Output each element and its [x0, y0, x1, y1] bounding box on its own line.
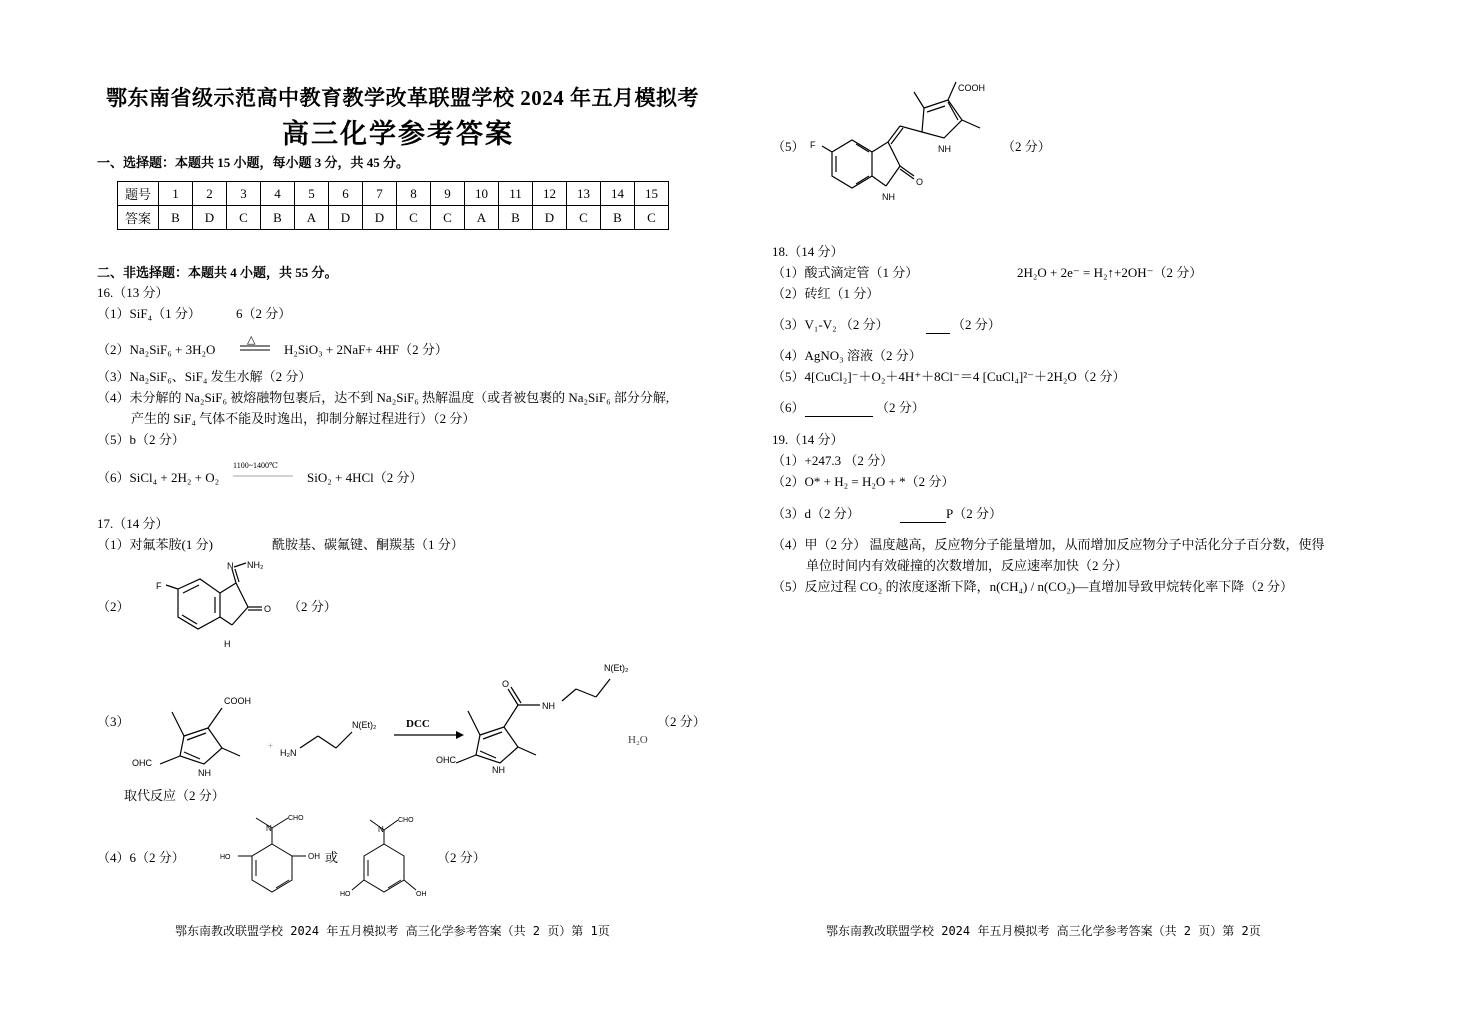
- isomer2-ho: HO: [340, 891, 351, 898]
- answer-cell: B: [159, 206, 193, 230]
- q16-answer-1: （1）SiF₄（1 分）: [97, 306, 201, 321]
- q18-answer-3: （3）V₁-V₂ （2 分）: [772, 317, 889, 332]
- q17-reaction-type: 取代反应（2 分）: [124, 788, 225, 803]
- cho-group: OHC: [132, 758, 152, 768]
- q16-answer-2-right: H₂SiO₃ + 2NaF+ 4HF（2 分）: [284, 342, 448, 357]
- q18-title: 18.（14 分）: [772, 244, 844, 259]
- isomer-structure-1: [218, 810, 338, 905]
- question-number: 1: [159, 182, 193, 206]
- q19-formula-blank: [900, 513, 946, 531]
- answer-cell: D: [193, 206, 227, 230]
- question-number: 8: [397, 182, 431, 206]
- product-cho: OHC: [436, 755, 456, 765]
- isomer2-oh: OH: [416, 891, 427, 898]
- q17-answer-1: （1）对氟苯胺(1 分): [97, 537, 213, 552]
- amide-oxygen: O: [502, 679, 510, 689]
- q17-answer-2-score: （2 分）: [288, 599, 337, 614]
- q19-answer-3b: P（2 分）: [946, 506, 1002, 521]
- isomer1-n: N: [266, 824, 272, 833]
- final-cooh: COOH: [958, 83, 985, 93]
- q17-answer-5-score: （2 分）: [1002, 139, 1051, 154]
- q16-answer-1b: 6（2 分）: [236, 306, 292, 321]
- isomer1-cho: CHO: [288, 815, 304, 822]
- q17-answer-3-label: （3）: [97, 714, 130, 729]
- q19-title: 19.（14 分）: [772, 432, 844, 447]
- q18-answer-4: （4）AgNO₃ 溶液（2 分）: [772, 348, 922, 363]
- isomer1-oh: OH: [308, 852, 320, 861]
- answer-cell: C: [227, 206, 261, 230]
- product-nh: NH: [492, 765, 505, 775]
- row-label-answer: 答案: [118, 206, 159, 230]
- diethylaminoethylamine-structure: [278, 710, 388, 760]
- final-pyrrole-nh: NH: [938, 144, 951, 154]
- q16-answer-2-left: （2）Na₂SiF₆ + 3H₂O: [97, 342, 216, 357]
- amide-product-structure: [430, 655, 650, 780]
- section2-heading: 二、非选择题：本题共 4 小题，共 55 分。: [97, 265, 338, 280]
- question-number: 9: [431, 182, 465, 206]
- amine-h2n: H₂N: [280, 748, 297, 758]
- question-number: 7: [363, 182, 397, 206]
- question-number: 15: [635, 182, 669, 206]
- equilibrium-equals-sign: [240, 345, 272, 351]
- answer-cell: C: [635, 206, 669, 230]
- q16-answer-4-line2: 产生的 SiF₄ 气体不能及时逸出，抑制分解过程进行）（2 分）: [131, 411, 476, 426]
- q17-answer-3-score: （2 分）: [657, 714, 706, 729]
- q18-answer-3b: （2 分）: [952, 317, 1001, 332]
- q17-answer-5-label: （5）: [772, 139, 805, 154]
- pyrrole-reactant-structure: [128, 688, 268, 780]
- final-indole-nh: NH: [882, 192, 895, 202]
- product-net2: N(Et)₂: [604, 663, 629, 673]
- pyrrole-nh: NH: [198, 768, 211, 778]
- fluorine-atom: F: [156, 581, 162, 591]
- row-label-question: 题号: [118, 182, 159, 206]
- question-number: 14: [601, 182, 635, 206]
- answer-cell: D: [363, 206, 397, 230]
- question-number: 6: [329, 182, 363, 206]
- oxygen-atom: O: [264, 604, 272, 614]
- isomer-or: 或: [325, 850, 339, 865]
- isomer1-ho: HO: [220, 854, 231, 861]
- answer-cell: A: [295, 206, 329, 230]
- q18-answer-6b: （2 分）: [876, 400, 925, 415]
- q16-title: 16.（13 分）: [97, 285, 169, 300]
- q17-answer-4-score: （2 分）: [437, 850, 486, 865]
- answer-cell: C: [431, 206, 465, 230]
- amine-net2: N(Et)₂: [352, 720, 377, 730]
- nh-hydrogen: H: [224, 639, 231, 649]
- q18-answer-2: （2）砖红（1 分）: [772, 286, 880, 301]
- question-number: 5: [295, 182, 329, 206]
- answer-cell: B: [261, 206, 295, 230]
- q19-answer-4-line1: （4）甲（2 分） 温度越高，反应物分子能量增加，从而增加反应物分子中活化分子百分数，使得: [772, 537, 1325, 552]
- q18-answer-5: （5）4[CuCl₂]⁻＋O₂＋4H⁺＋8Cl⁻＝4 [CuCl₄]²⁻＋2H₂O（2 分）: [772, 369, 1126, 384]
- hydrazone-nh2: NH₂: [247, 560, 264, 570]
- answer-cell: C: [567, 206, 601, 230]
- q17-answer-1b: 酰胺基、碳氟键、酮羰基（1 分）: [272, 537, 464, 552]
- answer-cell: B: [601, 206, 635, 230]
- final-oxygen: O: [916, 177, 924, 187]
- question-number-row: [118, 182, 669, 206]
- q16-answer-3: （3）Na₂SiF₆、SiF₄ 发生水解（2 分）: [97, 369, 312, 384]
- q16-answer-5: （5）b（2 分）: [97, 432, 185, 447]
- q18-answer-6: （6）: [772, 400, 805, 415]
- answer-cell: A: [465, 206, 499, 230]
- answer-cell: B: [499, 206, 533, 230]
- isomer2-n: N: [378, 825, 384, 834]
- q19-answer-5: （5）反应过程 CO₂ 的浓度逐渐下降，n(CH₄) / n(CO₂)—直增加导致甲烷转化率下降（2 分）: [772, 579, 1293, 594]
- dcc-reagent: DCC: [406, 718, 430, 730]
- final-fluorine: F: [810, 140, 816, 150]
- answer-row: [118, 206, 669, 230]
- reaction-line: [233, 475, 295, 477]
- question-number: 12: [533, 182, 567, 206]
- question-number: 13: [567, 182, 601, 206]
- q18-answer-1: （1）酸式滴定管（1 分）: [772, 265, 919, 280]
- final-product-structure: [800, 76, 1020, 216]
- hydrazone-structure: [140, 555, 280, 655]
- q18-formula-blank-short: [926, 324, 950, 342]
- answer-cell: D: [329, 206, 363, 230]
- plus-sign: +: [268, 741, 274, 751]
- answer-cell: D: [533, 206, 567, 230]
- q18-formula-blank-long: [805, 407, 873, 425]
- answer-table: [117, 181, 669, 230]
- q16-answer-4-line1: （4）未分解的 Na₂SiF₆ 被熔融物包裹后，达不到 Na₂SiF₆ 热解温度（或者被包裹的 Na₂SiF₆ 部分分解,: [97, 390, 670, 405]
- question-number: 3: [227, 182, 261, 206]
- q16-answer-6-right: SiO₂ + 4HCl（2 分）: [307, 470, 423, 485]
- question-number: 11: [499, 182, 533, 206]
- isomer-structure-2: [340, 810, 440, 905]
- q19-answer-1: （1）+247.3 （2 分）: [772, 453, 894, 468]
- answer-cell: C: [397, 206, 431, 230]
- question-number: 4: [261, 182, 295, 206]
- q17-title: 17.（14 分）: [97, 516, 169, 531]
- cooh-group: COOH: [224, 696, 251, 706]
- q18-answer-1b: 2H₂O + 2e⁻ = H₂↑+2OH⁻（2 分）: [1017, 265, 1203, 280]
- isomer2-cho: CHO: [398, 817, 414, 824]
- q17-answer-4: （4）6（2 分）: [97, 850, 185, 865]
- exam-title: 鄂东南省级示范高中教育教学改革联盟学校 2024 年五月模拟考: [106, 86, 699, 110]
- hydrazone-n: N: [227, 561, 234, 571]
- section1-heading: 一、选择题：本题共 15 小题，每小题 3 分，共 45 分。: [97, 155, 410, 170]
- water-byproduct: H₂O: [628, 734, 648, 746]
- q17-answer-2-label: （2）: [97, 599, 130, 614]
- q19-answer-3: （3）d（2 分）: [772, 506, 860, 521]
- question-number: 2: [193, 182, 227, 206]
- q19-answer-4-line2: 单位时间内有效碰撞的次数增加，反应速率加快（2 分）: [806, 558, 1128, 573]
- reaction-condition: 1100~1400℃: [233, 461, 278, 470]
- q16-answer-6-left: （6）SiCl₄ + 2H₂ + O₂: [97, 470, 220, 485]
- amide-nh: NH: [542, 701, 555, 711]
- footer-page-2: 鄂东南教改联盟学校 2024 年五月模拟考 高三化学参考答案（共 2 页）第 2页: [826, 924, 1261, 938]
- heat-symbol: △: [247, 334, 256, 346]
- footer-page-1: 鄂东南教改联盟学校 2024 年五月模拟考 高三化学参考答案（共 2 页）第 1页: [175, 924, 610, 938]
- q19-answer-2: （2）O* + H₂ = H₂O + *（2 分）: [772, 474, 955, 489]
- question-number: 10: [465, 182, 499, 206]
- answer-title: 高三化学参考答案: [282, 119, 514, 149]
